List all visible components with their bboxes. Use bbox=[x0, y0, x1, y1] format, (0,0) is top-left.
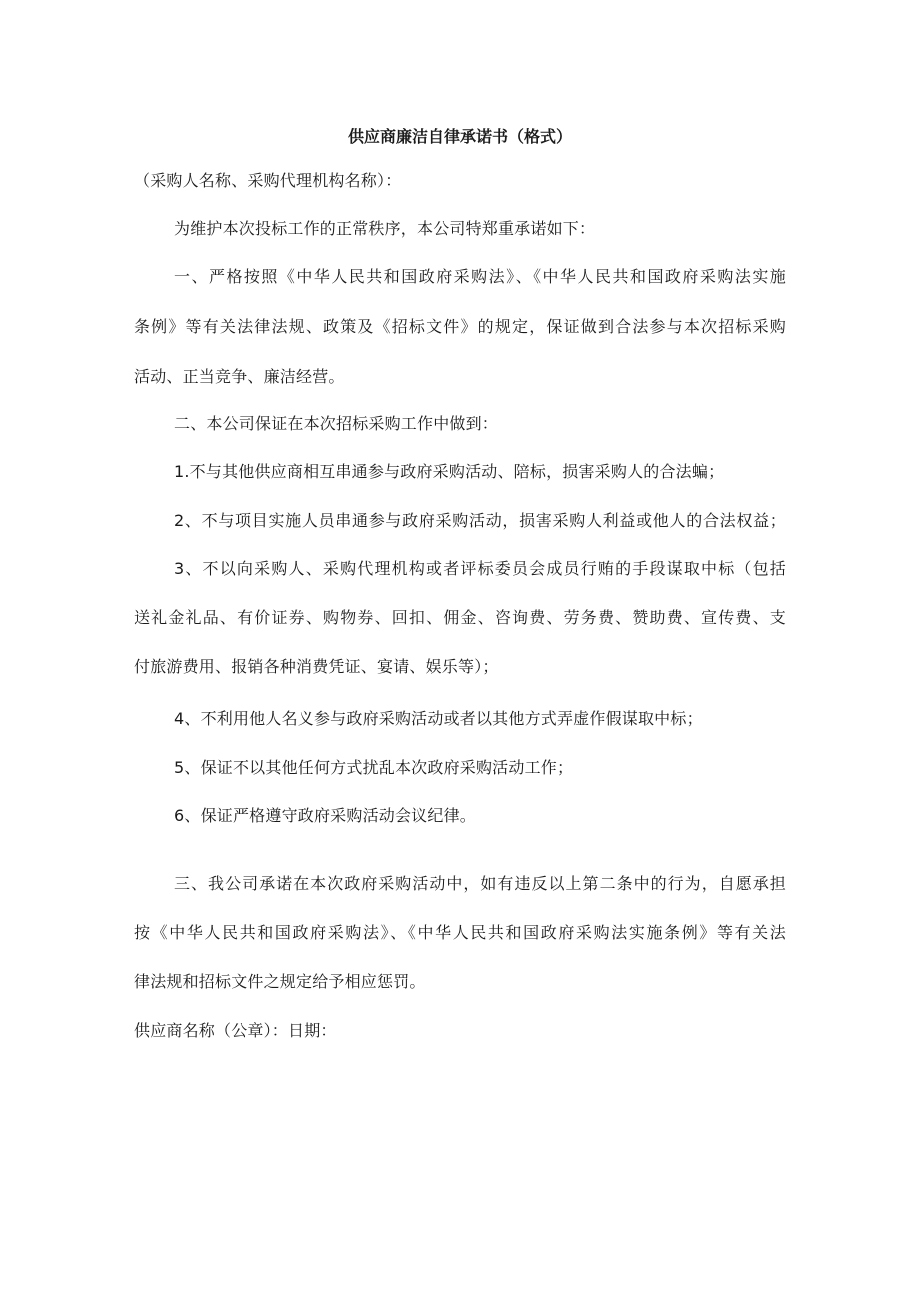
section2-item2: 2、不与项目实施人员串通参与政府采购活动，损害采购人利益或他人的合法权益； bbox=[174, 511, 786, 530]
section2-item1: 1.不与其他供应商相互串通参与政府采购活动、陪标，损害采购人的合法蝙； bbox=[174, 462, 725, 481]
section2-item6: 6、保证严格遵守政府采购活动会议纪律。 bbox=[174, 806, 476, 825]
document-title: 供应商廉洁自律承诺书（格式） bbox=[347, 127, 572, 146]
addressee-line: （采购人名称、采购代理机构名称）： bbox=[134, 171, 402, 190]
section2-item3-line3: 付旅游费用、报销各种消费凭证、宴请、娱乐等）； bbox=[134, 657, 499, 676]
section2-heading: 二、本公司保证在本次招标采购工作中做到： bbox=[174, 414, 499, 433]
section1-line3: 活动、正当竞争、廉洁经营。 bbox=[134, 367, 345, 386]
section1-line1: 一、严格按照《中华人民共和国政府采购法》、《中华人民共和国政府采购法实施 bbox=[174, 267, 786, 286]
section3-line3: 律法规和招标文件之规定给予相应惩罚。 bbox=[134, 972, 426, 991]
section3-line1: 三、我公司承诺在本次政府采购活动中，如有违反以上第二条中的行为，自愿承担 bbox=[174, 874, 786, 893]
section2-item4: 4、不利用他人名义参与政府采购活动或者以其他方式弄虚作假谋取中标； bbox=[174, 709, 703, 728]
signature-line: 供应商名称（公章）：日期： bbox=[134, 1021, 337, 1040]
intro-paragraph: 为维护本次投标工作的正常秩序，本公司特郑重承诺如下： bbox=[174, 219, 596, 238]
section2-item3-line2: 送礼金礼品、有价证券、购物券、回扣、佣金、咨询费、劳务费、赞助费、宣传费、支 bbox=[134, 608, 786, 627]
section1-line2: 条例》等有关法律法规、政策及《招标文件》的规定，保证做到合法参与本次招标采购 bbox=[134, 317, 786, 336]
section3-line2: 按《中华人民共和国政府采购法》、《中华人民共和国政府采购法实施条例》等有关法 bbox=[134, 923, 786, 942]
section2-item5: 5、保证不以其他任何方式扰乱本次政府采购活动工作； bbox=[174, 758, 574, 777]
section2-item3-line1: 3、不以向采购人、采购代理机构或者评标委员会成员行贿的手段谋取中标（包括 bbox=[174, 559, 786, 578]
